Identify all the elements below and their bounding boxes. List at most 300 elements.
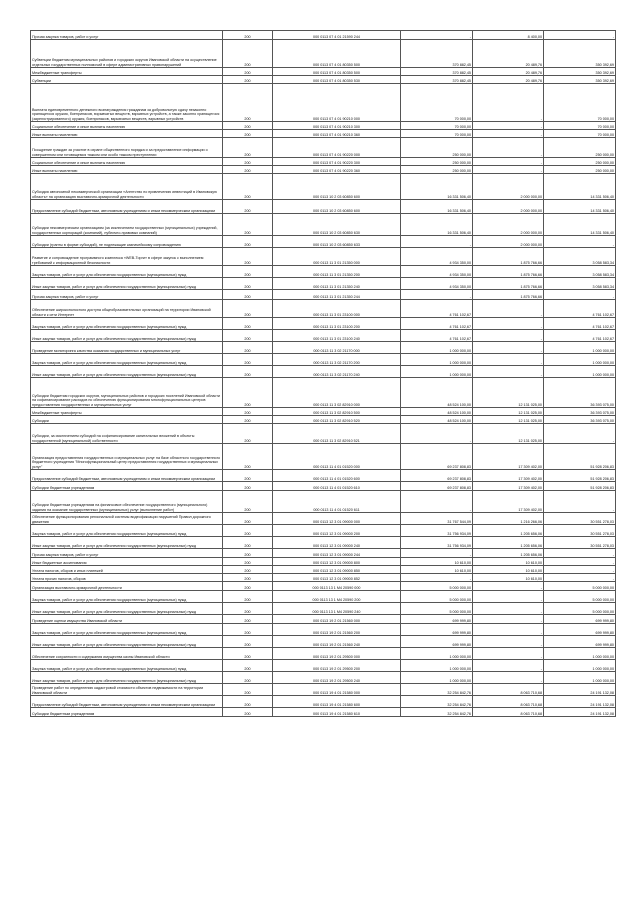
row-code: 200 [223,648,273,660]
row-executed: 1 205 656,06 [473,537,544,549]
table-row [31,660,616,672]
row-planned: 699 999,80 [401,624,473,636]
table-row [31,424,616,444]
row-remaining: 250 000,00 [544,138,616,158]
table-row [31,444,616,470]
row-executed: - [473,130,544,138]
row-code: 200 [223,424,273,444]
row-executed: - [473,158,544,166]
row-class-code: 000 0113 13 1 M4 20590 200 [273,591,401,603]
row-planned: 1 000 000,00 [401,342,473,354]
row-executed: - [473,330,544,342]
row-planned: 16 331 506,40 [401,200,473,214]
table-row [31,342,616,354]
row-class-code: 000 0113 10 2 03 60850 600 [273,174,401,200]
table-row [31,566,616,574]
row-name: Субсидия автономной некоммерческой организации «Агентство по привлечению инвестиций в Ивановскую область» на организацию выставочно-ярмарочной деятельности [31,174,223,200]
row-code: 200 [223,84,273,122]
row-class-code: 000 0113 11 3 01 21350 200 [273,266,401,278]
row-name: Поощрение граждан за участие в охране общественного порядка и за предоставление информации о совершенном или готовящемся тяжком или особо тяжком преступлении [31,138,223,158]
row-executed: - [473,624,544,636]
row-planned: 32 254 842,76 [401,708,473,717]
row-code: 200 [223,166,273,174]
row-name: Иные закупки товаров, работ и услуг для обеспечения государственных (муниципальных) нужд [31,672,223,684]
row-planned: 699 999,80 [401,636,473,648]
row-code: 200 [223,158,273,166]
row-code: 200 [223,408,273,416]
row-planned: - [401,236,473,248]
row-executed: - [473,122,544,130]
row-executed: - [473,342,544,354]
row-planned: 31 756 934,09 [401,525,473,537]
row-code: 200 [223,416,273,424]
row-class-code: 000 0113 11 3 01 23100 240 [273,330,401,342]
row-name: Предоставление субсидий бюджетным, автономным учреждениям и иным некоммерческим организациям [31,200,223,214]
row-remaining: 1 000 000,00 [544,354,616,366]
row-code: 200 [223,537,273,549]
row-name: Закупка товаров, работ и услуг для обеспечения государственных (муниципальных) нужд [31,624,223,636]
table-row [31,318,616,330]
row-class-code: 000 0113 12 3 01 09000 000 [273,513,401,525]
row-name: Иные закупки товаров, работ и услуг для обеспечения государственных (муниципальных) нужд [31,537,223,549]
row-planned: 48 524 100,00 [401,408,473,416]
row-executed: 10 610,00 [473,558,544,566]
row-remaining: 70 000,00 [544,130,616,138]
row-remaining: 350 392,69 [544,40,616,68]
row-code: 200 [223,300,273,318]
row-executed: 1 875 766,66 [473,278,544,290]
row-remaining: 30 551 278,03 [544,513,616,525]
row-class-code: 000 0113 19 4 01 21580 600 [273,696,401,708]
row-code: 200 [223,660,273,672]
row-remaining: - [544,549,616,558]
row-code: 200 [223,525,273,537]
row-planned: 4 934 350,00 [401,278,473,290]
row-executed: 12 131 025,00 [473,408,544,416]
table-row [31,84,616,122]
row-code: 200 [223,491,273,513]
row-class-code: 000 0113 11 3 02 21170 200 [273,354,401,366]
table-row [31,636,616,648]
row-executed: - [473,582,544,591]
row-code: 200 [223,574,273,582]
row-executed: - [473,318,544,330]
row-code: 200 [223,330,273,342]
row-remaining: - [544,491,616,513]
row-name: Субсидии [31,416,223,424]
row-code: 200 [223,236,273,248]
row-name: Прочая закупка товаров, работ и услуг [31,31,223,40]
row-planned: 70 000,00 [401,84,473,122]
row-planned: 370 882,45 [401,76,473,84]
row-name: Иные бюджетные ассигнования [31,558,223,566]
row-planned: - [401,574,473,582]
row-planned: 48 524 100,00 [401,416,473,424]
row-class-code: 000 0113 13 1 M4 20590 240 [273,603,401,615]
row-remaining: 1 000 000,00 [544,366,616,378]
row-class-code: 000 0113 07 4 01 90210 360 [273,130,401,138]
row-class-code: 000 0113 11 4 01 01520 600 [273,470,401,482]
table-row [31,266,616,278]
row-planned: 16 331 506,40 [401,174,473,200]
row-class-code: 000 0113 11 3 01 21350 000 [273,248,401,266]
row-class-code: 000 0113 19 2 01 29500 200 [273,660,401,672]
row-name: Организация выставочно-ярмарочной деятельности [31,582,223,591]
row-remaining: 30 551 278,03 [544,537,616,549]
table-row [31,130,616,138]
row-name: Закупка товаров, работ и услуг для обеспечения государственных (муниципальных) нужд [31,525,223,537]
row-planned: 69 237 808,83 [401,482,473,491]
row-executed: 1 875 766,66 [473,266,544,278]
row-class-code: 000 0113 12 3 01 09000 200 [273,525,401,537]
row-class-code: 000 0113 12 3 01 09000 850 [273,566,401,574]
row-class-code: 000 0113 11 3 02 82910 500 [273,408,401,416]
row-name: Закупка товаров, работ и услуг для обеспечения государственных (муниципальных) нужд [31,318,223,330]
row-remaining: 36 393 075,00 [544,416,616,424]
row-planned: 250 000,00 [401,138,473,158]
row-executed: - [473,300,544,318]
row-remaining: 1 000 000,00 [544,672,616,684]
table-row [31,537,616,549]
budget-table-body [31,31,616,717]
row-planned: 1 000 000,00 [401,660,473,672]
row-executed: 17 309 402,00 [473,444,544,470]
row-executed: 12 131 025,00 [473,424,544,444]
row-executed: 12 131 025,00 [473,416,544,424]
row-executed: - [473,354,544,366]
row-class-code: 000 0113 07 4 01 21590 244 [273,31,401,40]
row-executed: 20 489,76 [473,76,544,84]
row-name: Закупка товаров, работ и услуг для обеспечения государственных (муниципальных) нужд [31,660,223,672]
row-name: Закупка товаров, работ и услуг для обеспечения государственных (муниципальных) нужд [31,266,223,278]
row-code: 200 [223,549,273,558]
row-name: Иные закупки товаров, работ и услуг для обеспечения государственных (муниципальных) нужд [31,366,223,378]
row-code: 200 [223,513,273,525]
row-executed: 8 063 710,68 [473,684,544,696]
row-remaining: - [544,290,616,300]
row-remaining: 70 000,00 [544,122,616,130]
row-remaining: 350 392,69 [544,68,616,76]
row-executed: 1 205 656,06 [473,525,544,537]
row-planned: 48 524 100,00 [401,378,473,408]
row-remaining: 250 000,00 [544,166,616,174]
row-remaining: 14 331 506,40 [544,174,616,200]
row-class-code: 000 0113 07 4 01 80350 500 [273,40,401,68]
row-executed: - [473,138,544,158]
row-code: 200 [223,200,273,214]
row-class-code: 000 0113 07 4 01 90220 300 [273,158,401,166]
table-row [31,354,616,366]
row-planned: - [401,290,473,300]
row-name: Субсидии бюджетам городских округов, муниципальных районов и городских поселений Ивановской области на софинансирование расходов по обеспечению функционирования многофункциональных центров предоставления государственных и муниципальных услуг [31,378,223,408]
row-executed: 1 875 766,66 [473,290,544,300]
row-name: Уплата налогов, сборов и иных платежей [31,566,223,574]
row-class-code: 000 0113 12 3 01 09000 852 [273,574,401,582]
row-code: 200 [223,366,273,378]
row-executed: - [473,166,544,174]
table-row [31,525,616,537]
table-row [31,158,616,166]
row-name: Социальное обеспечение и иные выплаты населению [31,158,223,166]
row-name: Обеспечение широкополосного доступа общеобразовательных организаций на территории Ивановской области к сети Интернет [31,300,223,318]
row-code: 200 [223,318,273,330]
row-code: 200 [223,378,273,408]
row-name: Обеспечение функционирования региональной системы видеофиксации нарушений Правил дорожного движения [31,513,223,525]
row-name: Субвенции бюджетам муниципальных районов и городских округов Ивановской области на осуществление отдельных государственных полномочий в сфере административных правонарушений [31,40,223,68]
table-row [31,615,616,624]
row-executed: 17 309 402,00 [473,491,544,513]
table-row [31,416,616,424]
row-executed: 1 875 766,66 [473,248,544,266]
row-planned: 4 934 350,00 [401,266,473,278]
table-row [31,330,616,342]
row-name: Иные закупки товаров, работ и услуг для обеспечения государственных (муниципальных) нужд [31,603,223,615]
table-row [31,708,616,717]
row-name: Предоставление субсидий бюджетным, автономным учреждениям и иным некоммерческим организациям [31,696,223,708]
row-remaining: 24 191 132,08 [544,696,616,708]
row-planned: 1 000 000,00 [401,354,473,366]
row-code: 200 [223,470,273,482]
row-class-code: 000 0113 19 2 01 21560 000 [273,615,401,624]
row-planned: 250 000,00 [401,166,473,174]
row-planned: 10 610,00 [401,558,473,566]
row-planned: 4 761 102,67 [401,318,473,330]
row-class-code: 000 0113 07 4 01 80350 530 [273,76,401,84]
row-executed: 8 063 710,68 [473,696,544,708]
row-class-code: 000 0113 19 2 01 21560 240 [273,636,401,648]
table-row [31,68,616,76]
row-remaining: 250 000,00 [544,158,616,166]
row-remaining: 1 000 000,00 [544,660,616,672]
row-remaining: 4 761 102,67 [544,318,616,330]
row-executed: - [473,366,544,378]
row-code: 200 [223,582,273,591]
row-remaining: 3 058 583,34 [544,278,616,290]
row-planned: 250 000,00 [401,158,473,166]
row-code: 200 [223,708,273,717]
budget-table [30,30,616,717]
row-class-code: 000 0113 10 2 03 60850 633 [273,236,401,248]
row-class-code: 000 0113 12 3 01 09000 244 [273,549,401,558]
row-code: 200 [223,266,273,278]
row-planned: 16 331 506,40 [401,214,473,236]
table-row [31,684,616,696]
row-remaining: - [544,574,616,582]
table-row [31,470,616,482]
row-class-code: 000 0113 19 4 01 21580 610 [273,708,401,717]
row-class-code: 000 0113 07 4 01 90220 360 [273,166,401,174]
row-code: 200 [223,624,273,636]
row-class-code: 000 0113 11 3 02 82910 521 [273,424,401,444]
row-remaining: 699 999,80 [544,636,616,648]
row-planned: 5 000 000,00 [401,591,473,603]
table-row [31,278,616,290]
row-planned: 32 254 842,76 [401,696,473,708]
row-remaining: 24 191 132,08 [544,708,616,717]
row-name: Социальное обеспечение и иные выплаты населению [31,122,223,130]
row-name: Обеспечение сохранности и содержания имущества казны Ивановской области [31,648,223,660]
table-row [31,236,616,248]
row-remaining: 3 058 583,34 [544,266,616,278]
table-row [31,174,616,200]
table-row [31,582,616,591]
row-remaining: 51 928 206,83 [544,470,616,482]
row-code: 200 [223,566,273,574]
row-remaining: - [544,566,616,574]
row-planned: 370 882,45 [401,68,473,76]
row-name: Прочая закупка товаров, работ и услуг [31,549,223,558]
row-executed: 2 000 000,00 [473,236,544,248]
row-class-code: 000 0113 11 4 01 01520 610 [273,482,401,491]
row-executed: 10 610,00 [473,566,544,574]
table-row [31,40,616,68]
row-code: 200 [223,248,273,266]
row-planned: 32 254 842,76 [401,684,473,696]
row-planned: 1 000 000,00 [401,672,473,684]
row-remaining: 36 393 075,00 [544,408,616,416]
row-name: Субсидии бюджетным учреждениям на финансовое обеспечение государственного (муниципального) задания на оказание государственных (муниципальных) услуг (выполнение работ) [31,491,223,513]
row-name: Межбюджетные трансферты [31,68,223,76]
row-remaining: - [544,424,616,444]
row-code: 200 [223,482,273,491]
row-remaining: - [544,236,616,248]
row-remaining: 4 761 102,67 [544,300,616,318]
row-name: Субвенции [31,76,223,84]
row-class-code: 000 0113 11 4 01 01520 611 [273,491,401,513]
row-planned: 31 767 544,09 [401,513,473,525]
row-class-code: 000 0113 10 2 03 60850 630 [273,214,401,236]
row-planned: - [401,424,473,444]
row-code: 200 [223,76,273,84]
row-code: 200 [223,603,273,615]
row-name: Закупка товаров, работ и услуг для обеспечения государственных (муниципальных) нужд [31,591,223,603]
row-class-code: 000 0113 13 1 M4 20590 000 [273,582,401,591]
row-name: Субсидии некоммерческим организациям (за исключением государственных (муниципальных) учреждений, государственных корпораций (компаний), публично-правовых компаний) [31,214,223,236]
row-executed: 1 216 266,06 [473,513,544,525]
row-executed: 20 489,76 [473,68,544,76]
row-remaining: 51 928 206,83 [544,444,616,470]
row-planned: 1 000 000,00 [401,366,473,378]
table-row [31,200,616,214]
table-row [31,672,616,684]
row-remaining: 4 761 102,67 [544,330,616,342]
row-class-code: 000 0113 11 3 01 21350 240 [273,278,401,290]
row-executed: 10 610,00 [473,574,544,582]
table-row [31,513,616,525]
table-row [31,138,616,158]
table-row [31,366,616,378]
row-code: 200 [223,174,273,200]
table-row [31,648,616,660]
table-row [31,166,616,174]
row-name: Субсидии, за исключением субсидий на софинансирование капитальных вложений в объекты государственной (муниципальной) собственности [31,424,223,444]
row-executed: 8 063 710,68 [473,708,544,717]
row-class-code: 000 0113 19 2 01 29500 000 [273,648,401,660]
row-remaining: 1 000 000,00 [544,648,616,660]
row-executed: - [473,648,544,660]
row-code: 200 [223,31,273,40]
row-name: Развитие и сопровождение программного комплекса «WEB-Торги» в сфере закупок с выполнением требований к информационной безопасности [31,248,223,266]
row-planned: 370 882,45 [401,40,473,68]
row-planned: 31 756 934,09 [401,537,473,549]
row-code: 200 [223,278,273,290]
row-class-code: 000 0113 11 3 02 21170 000 [273,342,401,354]
row-executed: 2 000 000,00 [473,214,544,236]
table-row [31,603,616,615]
row-executed: - [473,636,544,648]
row-class-code: 000 0113 11 3 02 82910 000 [273,378,401,408]
row-executed: 8 400,00 [473,31,544,40]
row-code: 200 [223,591,273,603]
row-code: 200 [223,138,273,158]
row-executed: 20 489,76 [473,40,544,68]
row-code: 200 [223,342,273,354]
table-row [31,300,616,318]
row-class-code: 000 0113 12 3 01 09000 240 [273,537,401,549]
row-planned: 5 000 000,00 [401,603,473,615]
row-name: Иные выплаты населению [31,166,223,174]
row-remaining: 699 999,80 [544,615,616,624]
table-row [31,122,616,130]
row-code: 200 [223,122,273,130]
row-code: 200 [223,130,273,138]
row-executed: 12 131 025,00 [473,378,544,408]
table-row [31,31,616,40]
row-name: Субсидии (гранты в форме субсидий), не подлежащие казначейскому сопровождению [31,236,223,248]
budget-execution-sheet [30,30,615,717]
row-class-code: 000 0113 07 4 01 90220 000 [273,138,401,158]
row-executed: - [473,603,544,615]
row-remaining: 36 393 075,00 [544,378,616,408]
table-row [31,482,616,491]
row-planned: 699 999,80 [401,615,473,624]
row-remaining: 5 000 000,00 [544,603,616,615]
row-class-code: 000 0113 12 3 01 09000 800 [273,558,401,566]
row-name: Проведение работ по определению кадастровой стоимости объектов недвижимости на территории Ивановской области [31,684,223,696]
row-name: Иные выплаты населению [31,130,223,138]
row-executed: - [473,672,544,684]
table-row [31,549,616,558]
row-executed: - [473,591,544,603]
row-code: 200 [223,354,273,366]
row-executed: - [473,615,544,624]
table-row [31,248,616,266]
row-name: Проведение мониторинга качества оказания государственных и муниципальных услуг [31,342,223,354]
row-name: Иные закупки товаров, работ и услуг для обеспечения государственных (муниципальных) нужд [31,330,223,342]
row-planned: 69 237 808,83 [401,470,473,482]
row-executed: 17 309 402,00 [473,470,544,482]
row-remaining: - [544,558,616,566]
row-planned: 69 237 808,83 [401,444,473,470]
row-code: 200 [223,558,273,566]
row-planned: 1 000 000,00 [401,648,473,660]
row-class-code: 000 0113 11 3 02 82910 520 [273,416,401,424]
row-remaining: 24 191 132,08 [544,684,616,696]
row-class-code: 000 0113 11 4 01 01520 000 [273,444,401,470]
table-row [31,558,616,566]
table-row [31,408,616,416]
row-class-code: 000 0113 11 3 01 23100 000 [273,300,401,318]
row-code: 200 [223,40,273,68]
row-code: 200 [223,684,273,696]
row-code: 200 [223,444,273,470]
row-remaining: 14 331 506,40 [544,200,616,214]
table-row [31,290,616,300]
row-remaining: 350 392,69 [544,76,616,84]
row-name: Субсидии бюджетным учреждениям [31,482,223,491]
table-row [31,591,616,603]
row-remaining: 30 551 278,03 [544,525,616,537]
